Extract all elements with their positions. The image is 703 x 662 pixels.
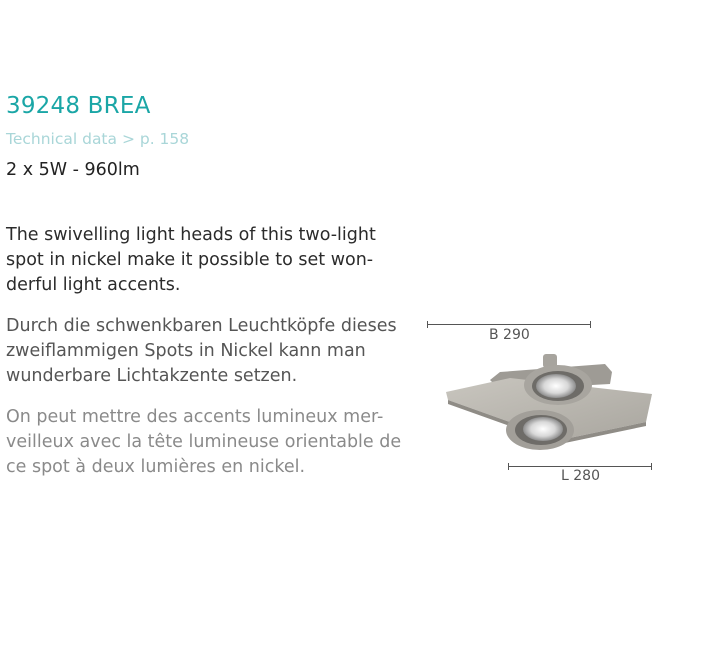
description-english <box>6 223 426 298</box>
description-line: wunderbare Lichtakzente setzen. <box>6 366 298 386</box>
length-dimension-label: L 280 <box>561 468 600 484</box>
description-french <box>6 405 426 480</box>
technical-data-reference[interactable]: Technical data > p. 158 <box>6 130 190 148</box>
description-line: On peut mettre des accents lumineux mer- <box>6 407 384 427</box>
product-image <box>440 350 660 460</box>
spotlight-fixture-icon <box>440 350 660 460</box>
description-line: zweiflammigen Spots in Nickel kann man <box>6 341 366 361</box>
description-line: derful light accents. <box>6 275 181 295</box>
power-spec: 2 x 5W - 960lm <box>6 160 140 180</box>
description-line: spot in nickel make it possible to set won- <box>6 250 374 270</box>
description-german <box>6 314 426 389</box>
description-line: The swivelling light heads of this two-light <box>6 225 376 245</box>
product-title: 39248 BREA <box>6 93 151 119</box>
description-line: Durch die schwenkbaren Leuchtköpfe dieses <box>6 316 397 336</box>
length-dimension-line <box>508 466 652 467</box>
width-dimension-label: B 290 <box>489 327 530 343</box>
description-line: ce spot à deux lumières en nickel. <box>6 457 306 477</box>
description-line: veilleux avec la tête lumineuse orientable de <box>6 432 402 452</box>
width-dimension-line <box>427 324 591 325</box>
